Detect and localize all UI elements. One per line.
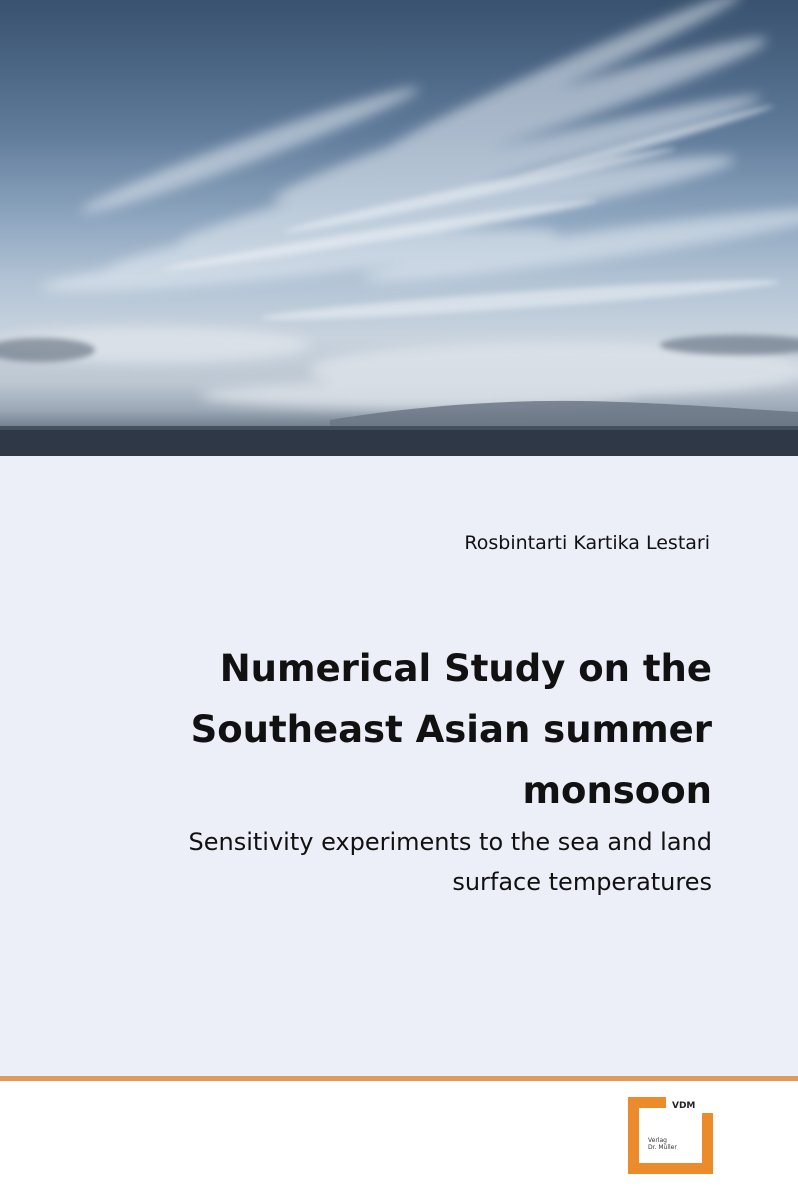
title-line: Numerical Study on the — [219, 647, 712, 690]
book-title — [72, 638, 712, 821]
title-line: Southeast Asian summer — [190, 708, 712, 751]
logo-small-line: Dr. Müller — [648, 1144, 677, 1151]
sky-photo — [0, 0, 798, 456]
book-subtitle — [52, 822, 712, 902]
subtitle-line: surface temperatures — [452, 868, 712, 896]
orange-divider — [0, 1076, 798, 1081]
author-name: Rosbintarti Kartika Lestari — [464, 532, 710, 554]
subtitle-line: Sensitivity experiments to the sea and land — [188, 828, 712, 856]
logo-small-text — [648, 1137, 677, 1151]
publisher-logo — [628, 1097, 713, 1174]
logo-vdm-text: VDM — [672, 1101, 696, 1111]
title-line: monsoon — [522, 769, 712, 812]
logo-small-line: Verlag — [648, 1137, 667, 1144]
sky-illustration — [0, 0, 798, 456]
logo-inner — [639, 1108, 702, 1163]
